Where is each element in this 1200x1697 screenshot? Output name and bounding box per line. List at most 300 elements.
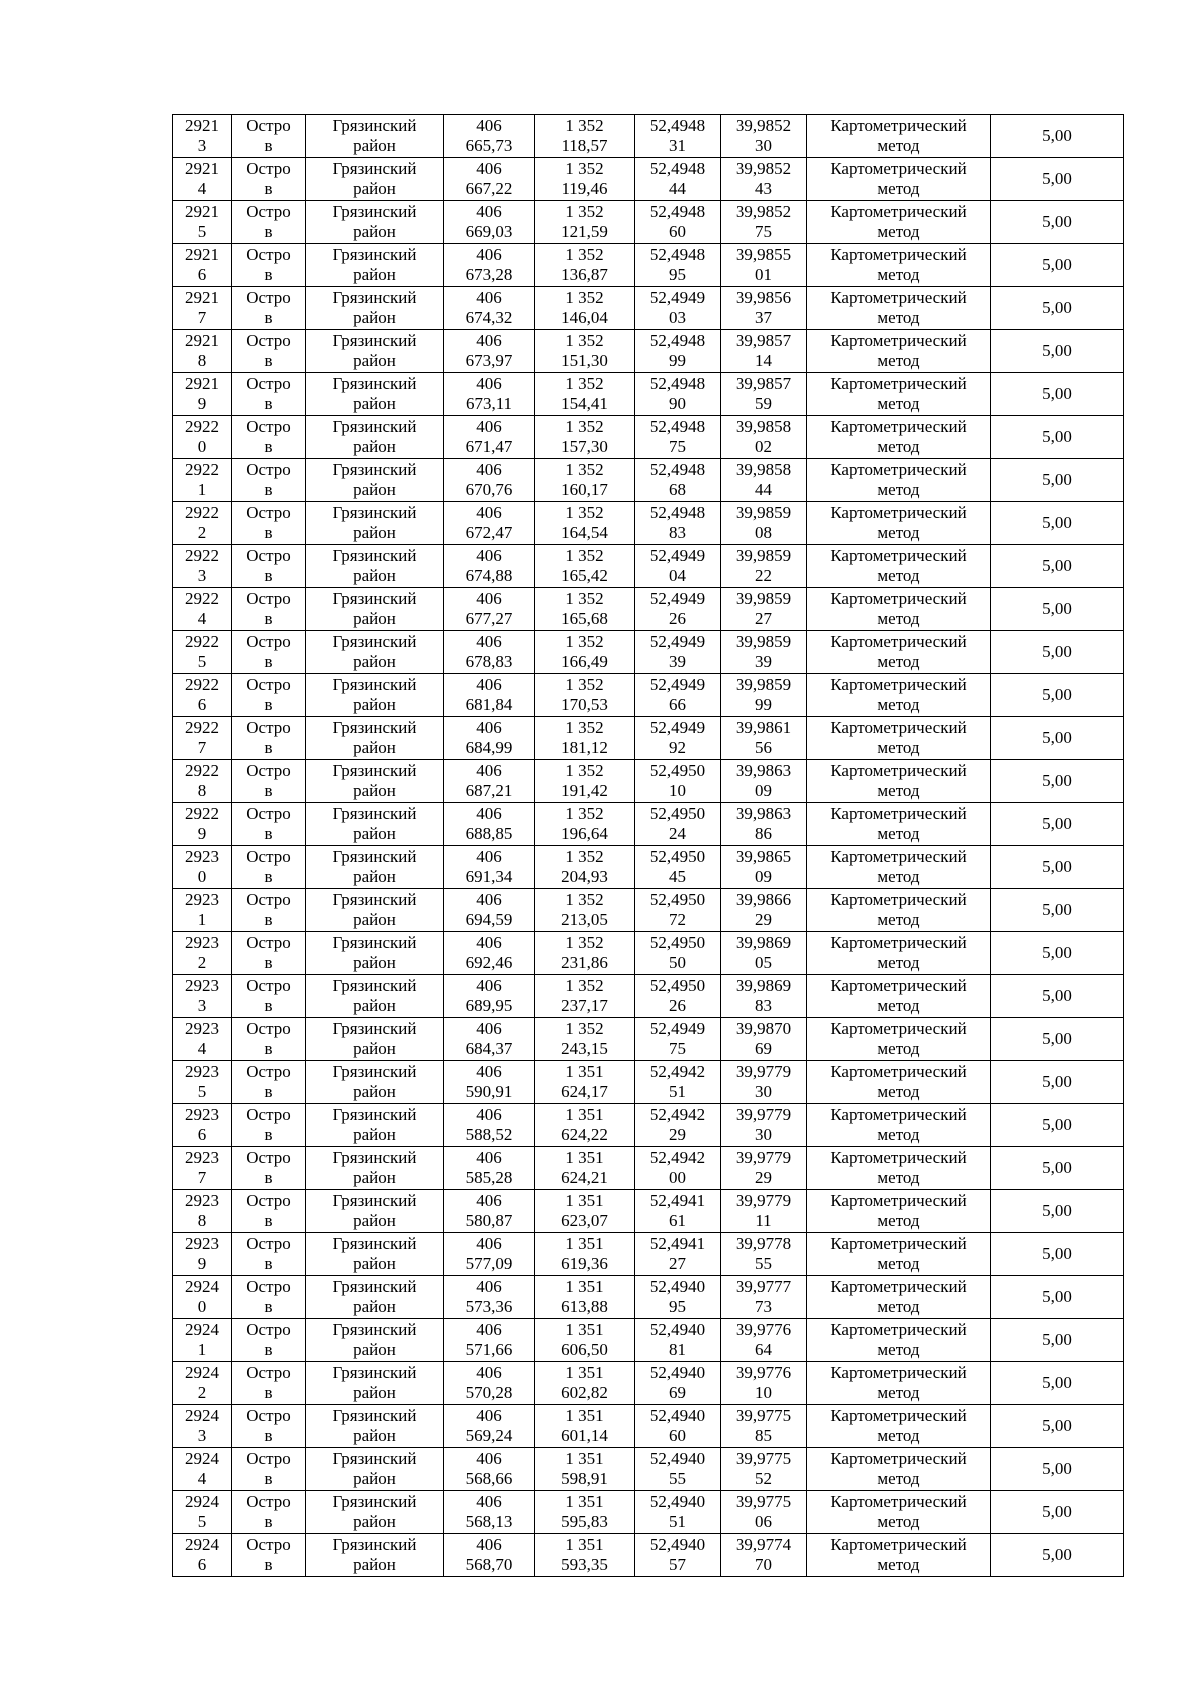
district-cell	[306, 373, 444, 416]
table-row	[173, 803, 1124, 846]
x-coordinate-cell	[444, 502, 535, 545]
cell-line: 671,47	[465, 437, 513, 456]
cell-line: 39,9779	[735, 1191, 792, 1210]
cell-value: 5,00	[1042, 728, 1072, 747]
cell-line: 39,9776	[735, 1320, 792, 1339]
cell-line: Остро	[246, 1535, 291, 1554]
cell-line: 26	[669, 996, 686, 1015]
cell-line: 406	[476, 1363, 502, 1382]
cell-line: 1 352	[565, 976, 604, 995]
latitude-cell	[635, 115, 721, 158]
cell-line: 2922	[185, 761, 219, 780]
cell-line: 2924	[185, 1449, 219, 1468]
district-cell	[306, 803, 444, 846]
cell-line: 52,4949	[649, 632, 706, 651]
cell-line: 157,30	[561, 437, 608, 456]
cell-value: 5,00	[1042, 255, 1072, 274]
latitude-cell	[635, 975, 721, 1018]
cell-line: 61	[669, 1211, 686, 1230]
cell-value: 5,00	[1042, 1115, 1072, 1134]
cell-line: 1 352	[565, 804, 604, 823]
longitude-cell	[721, 287, 807, 330]
y-coordinate-cell	[535, 244, 635, 287]
longitude-cell	[721, 631, 807, 674]
cell-line: Картометрический	[830, 159, 967, 178]
cell-line: 1 352	[565, 761, 604, 780]
district-cell	[306, 115, 444, 158]
cell-line: в	[264, 738, 273, 757]
cell-line: 85	[755, 1426, 772, 1445]
cell-value: 5,00	[1042, 169, 1072, 188]
cell-line: 39,9869	[735, 976, 792, 995]
cell-line: Картометрический	[830, 1406, 967, 1425]
longitude-cell	[721, 889, 807, 932]
cell-line: 406	[476, 1277, 502, 1296]
cell-line: 160,17	[561, 480, 608, 499]
cell-line: в	[264, 265, 273, 284]
point-number-cell	[173, 158, 232, 201]
cell-line: 60	[669, 1426, 686, 1445]
x-coordinate-cell	[444, 889, 535, 932]
cell-line: 585,28	[465, 1168, 513, 1187]
x-coordinate-cell	[444, 1362, 535, 1405]
cell-line: 52,4940	[649, 1449, 706, 1468]
cell-line: 39,9859	[735, 675, 792, 694]
x-coordinate-cell	[444, 1405, 535, 1448]
cell-line: 2923	[185, 1062, 219, 1081]
point-number-cell	[173, 1147, 232, 1190]
cell-line: Картометрический	[830, 1449, 967, 1468]
cell-line: Грязинский	[332, 1191, 417, 1210]
cell-line: Картометрический	[830, 589, 967, 608]
accuracy-cell	[991, 846, 1124, 889]
longitude-cell	[721, 1276, 807, 1319]
point-number-cell	[173, 287, 232, 330]
cell-line: в	[264, 1254, 273, 1273]
accuracy-cell	[991, 1448, 1124, 1491]
cell-line: 7	[197, 738, 207, 757]
district-cell	[306, 1319, 444, 1362]
cell-line: 573,36	[465, 1297, 513, 1316]
district-cell	[306, 330, 444, 373]
point-number-cell	[173, 1018, 232, 1061]
cell-line: Грязинский	[332, 675, 417, 694]
y-coordinate-cell	[535, 1147, 635, 1190]
cell-line: 39,9775	[735, 1406, 792, 1425]
x-coordinate-cell	[444, 1104, 535, 1147]
cell-line: Грязинский	[332, 1148, 417, 1167]
cell-line: метод	[877, 265, 920, 284]
accuracy-cell	[991, 459, 1124, 502]
method-cell	[807, 1534, 991, 1577]
latitude-cell	[635, 1362, 721, 1405]
cell-line: 52,4950	[649, 761, 706, 780]
method-cell	[807, 1448, 991, 1491]
cell-line: 406	[476, 718, 502, 737]
cell-line: метод	[877, 824, 920, 843]
cell-line: 1 352	[565, 202, 604, 221]
object-type-cell	[232, 1061, 306, 1104]
cell-line: 69	[755, 1039, 772, 1058]
cell-value: 5,00	[1042, 943, 1072, 962]
cell-value: 5,00	[1042, 1373, 1072, 1392]
y-coordinate-cell	[535, 717, 635, 760]
cell-line: 52,4949	[649, 589, 706, 608]
cell-line: 3	[197, 136, 207, 155]
latitude-cell	[635, 287, 721, 330]
object-type-cell	[232, 803, 306, 846]
cell-line: 39,9861	[735, 718, 792, 737]
cell-line: 86	[755, 824, 772, 843]
district-cell	[306, 1147, 444, 1190]
cell-line: район	[353, 1555, 396, 1574]
district-cell	[306, 1190, 444, 1233]
cell-line: 73	[755, 1297, 772, 1316]
latitude-cell	[635, 1233, 721, 1276]
method-cell	[807, 287, 991, 330]
cell-line: 406	[476, 933, 502, 952]
cell-line: 692,46	[465, 953, 513, 972]
cell-line: Остро	[246, 1449, 291, 1468]
cell-line: 14	[755, 351, 772, 370]
cell-line: 606,50	[561, 1340, 608, 1359]
y-coordinate-cell	[535, 631, 635, 674]
cell-line: 52,4948	[649, 202, 706, 221]
object-type-cell	[232, 158, 306, 201]
cell-line: 2923	[185, 1191, 219, 1210]
cell-line: Картометрический	[830, 331, 967, 350]
cell-line: 1 352	[565, 417, 604, 436]
latitude-cell	[635, 545, 721, 588]
point-number-cell	[173, 244, 232, 287]
cell-line: район	[353, 179, 396, 198]
cell-line: метод	[877, 867, 920, 886]
object-type-cell	[232, 588, 306, 631]
longitude-cell	[721, 932, 807, 975]
longitude-cell	[721, 330, 807, 373]
y-coordinate-cell	[535, 1362, 635, 1405]
cell-line: 1 352	[565, 503, 604, 522]
x-coordinate-cell	[444, 373, 535, 416]
y-coordinate-cell	[535, 889, 635, 932]
y-coordinate-cell	[535, 1276, 635, 1319]
latitude-cell	[635, 502, 721, 545]
latitude-cell	[635, 932, 721, 975]
cell-line: 52,4950	[649, 804, 706, 823]
cell-line: 165,42	[561, 566, 608, 585]
cell-line: 2922	[185, 460, 219, 479]
cell-line: в	[264, 1383, 273, 1402]
cell-line: район	[353, 1254, 396, 1273]
cell-line: Грязинский	[332, 1535, 417, 1554]
cell-line: Картометрический	[830, 1062, 967, 1081]
cell-line: 2923	[185, 1105, 219, 1124]
accuracy-cell	[991, 287, 1124, 330]
object-type-cell	[232, 717, 306, 760]
object-type-cell	[232, 416, 306, 459]
cell-line: Грязинский	[332, 1320, 417, 1339]
cell-line: 665,73	[465, 136, 513, 155]
cell-line: 2922	[185, 417, 219, 436]
cell-line: Остро	[246, 503, 291, 522]
cell-line: 52,4941	[649, 1191, 706, 1210]
cell-line: 0	[197, 867, 207, 886]
cell-line: район	[353, 566, 396, 585]
cell-line: 68	[669, 480, 686, 499]
cell-line: 1 351	[565, 1320, 604, 1339]
cell-line: 2921	[185, 202, 219, 221]
cell-line: 75	[669, 1039, 686, 1058]
cell-line: 571,66	[465, 1340, 513, 1359]
cell-line: 52,4940	[649, 1492, 706, 1511]
method-cell	[807, 1190, 991, 1233]
cell-line: 39,9779	[735, 1062, 792, 1081]
cell-value: 5,00	[1042, 1287, 1072, 1306]
longitude-cell	[721, 674, 807, 717]
latitude-cell	[635, 889, 721, 932]
x-coordinate-cell	[444, 330, 535, 373]
district-cell	[306, 459, 444, 502]
cell-line: район	[353, 910, 396, 929]
cell-line: 5	[197, 652, 207, 671]
district-cell	[306, 1362, 444, 1405]
cell-line: 406	[476, 1062, 502, 1081]
cell-line: 39,9855	[735, 245, 792, 264]
point-number-cell	[173, 932, 232, 975]
cell-line: 8	[197, 781, 207, 800]
latitude-cell	[635, 330, 721, 373]
district-cell	[306, 416, 444, 459]
cell-line: 151,30	[561, 351, 608, 370]
x-coordinate-cell	[444, 1233, 535, 1276]
cell-line: район	[353, 136, 396, 155]
cell-line: 1 351	[565, 1363, 604, 1382]
cell-line: Картометрический	[830, 116, 967, 135]
district-cell	[306, 631, 444, 674]
table-row	[173, 1405, 1124, 1448]
cell-line: 1 351	[565, 1277, 604, 1296]
cell-line: 1	[197, 1340, 207, 1359]
cell-line: Картометрический	[830, 1234, 967, 1253]
cell-line: 52,4948	[649, 417, 706, 436]
cell-line: 4	[197, 1039, 207, 1058]
cell-line: метод	[877, 1469, 920, 1488]
cell-value: 5,00	[1042, 1201, 1072, 1220]
cell-line: Остро	[246, 374, 291, 393]
cell-line: 0	[197, 437, 207, 456]
latitude-cell	[635, 1147, 721, 1190]
table-row	[173, 846, 1124, 889]
cell-line: район	[353, 308, 396, 327]
cell-line: метод	[877, 996, 920, 1015]
cell-line: в	[264, 308, 273, 327]
cell-line: 672,47	[465, 523, 513, 542]
point-number-cell	[173, 1405, 232, 1448]
cell-line: в	[264, 222, 273, 241]
table-row	[173, 1190, 1124, 1233]
cell-line: Картометрический	[830, 1019, 967, 1038]
accuracy-cell	[991, 1405, 1124, 1448]
cell-line: Картометрический	[830, 890, 967, 909]
cell-line: район	[353, 1082, 396, 1101]
latitude-cell	[635, 674, 721, 717]
district-cell	[306, 975, 444, 1018]
cell-line: Остро	[246, 675, 291, 694]
cell-value: 5,00	[1042, 685, 1072, 704]
cell-line: район	[353, 781, 396, 800]
table-row	[173, 932, 1124, 975]
object-type-cell	[232, 287, 306, 330]
longitude-cell	[721, 975, 807, 1018]
cell-line: 83	[755, 996, 772, 1015]
cell-line: 2924	[185, 1492, 219, 1511]
object-type-cell	[232, 545, 306, 588]
y-coordinate-cell	[535, 1319, 635, 1362]
cell-line: 2	[197, 1383, 207, 1402]
cell-line: 119,46	[561, 179, 608, 198]
coordinates-table	[172, 114, 1124, 1577]
cell-line: 39,9777	[735, 1277, 792, 1296]
cell-line: метод	[877, 1211, 920, 1230]
district-cell	[306, 1405, 444, 1448]
cell-line: 6	[197, 1555, 207, 1574]
district-cell	[306, 502, 444, 545]
cell-line: Картометрический	[830, 245, 967, 264]
cell-line: 170,53	[561, 695, 608, 714]
x-coordinate-cell	[444, 846, 535, 889]
method-cell	[807, 889, 991, 932]
point-number-cell	[173, 459, 232, 502]
cell-line: Картометрический	[830, 1535, 967, 1554]
cell-line: 51	[669, 1082, 686, 1101]
cell-line: 121,59	[561, 222, 608, 241]
method-cell	[807, 1405, 991, 1448]
table-row	[173, 330, 1124, 373]
longitude-cell	[721, 846, 807, 889]
method-cell	[807, 803, 991, 846]
cell-line: 406	[476, 847, 502, 866]
accuracy-cell	[991, 588, 1124, 631]
y-coordinate-cell	[535, 1104, 635, 1147]
cell-line: 29	[755, 1168, 772, 1187]
cell-line: 191,42	[561, 781, 608, 800]
cell-line: Картометрический	[830, 976, 967, 995]
cell-line: 04	[669, 566, 686, 585]
cell-line: 83	[669, 523, 686, 542]
cell-line: 624,17	[561, 1082, 608, 1101]
cell-line: Грязинский	[332, 417, 417, 436]
method-cell	[807, 1233, 991, 1276]
cell-line: Остро	[246, 1062, 291, 1081]
point-number-cell	[173, 1362, 232, 1405]
longitude-cell	[721, 502, 807, 545]
cell-line: в	[264, 351, 273, 370]
cell-line: 39,9869	[735, 933, 792, 952]
cell-line: Остро	[246, 331, 291, 350]
cell-line: метод	[877, 1340, 920, 1359]
cell-line: Остро	[246, 1234, 291, 1253]
cell-line: 569,24	[465, 1426, 513, 1445]
cell-line: 2922	[185, 675, 219, 694]
object-type-cell	[232, 1362, 306, 1405]
cell-line: 691,34	[465, 867, 513, 886]
cell-line: 2922	[185, 546, 219, 565]
cell-line: 406	[476, 374, 502, 393]
cell-line: 52,4950	[649, 847, 706, 866]
longitude-cell	[721, 1104, 807, 1147]
y-coordinate-cell	[535, 287, 635, 330]
method-cell	[807, 1276, 991, 1319]
cell-line: 2921	[185, 116, 219, 135]
cell-line: 5	[197, 1512, 207, 1531]
cell-line: 52,4950	[649, 933, 706, 952]
cell-line: Остро	[246, 1191, 291, 1210]
table-row	[173, 1018, 1124, 1061]
cell-line: 2923	[185, 976, 219, 995]
cell-line: в	[264, 867, 273, 886]
cell-line: Остро	[246, 1105, 291, 1124]
cell-line: 52,4948	[649, 159, 706, 178]
y-coordinate-cell	[535, 416, 635, 459]
cell-line: метод	[877, 953, 920, 972]
cell-line: 406	[476, 976, 502, 995]
latitude-cell	[635, 846, 721, 889]
cell-line: 2924	[185, 1535, 219, 1554]
point-number-cell	[173, 502, 232, 545]
cell-line: 60	[669, 222, 686, 241]
district-cell	[306, 1018, 444, 1061]
cell-line: 99	[755, 695, 772, 714]
cell-line: метод	[877, 222, 920, 241]
latitude-cell	[635, 416, 721, 459]
longitude-cell	[721, 717, 807, 760]
cell-line: метод	[877, 781, 920, 800]
cell-line: в	[264, 1082, 273, 1101]
cell-line: район	[353, 1383, 396, 1402]
object-type-cell	[232, 889, 306, 932]
y-coordinate-cell	[535, 1233, 635, 1276]
point-number-cell	[173, 1104, 232, 1147]
cell-line: 4	[197, 179, 207, 198]
cell-line: 406	[476, 761, 502, 780]
x-coordinate-cell	[444, 1190, 535, 1233]
cell-line: 667,22	[465, 179, 513, 198]
cell-line: Картометрический	[830, 1492, 967, 1511]
cell-line: 204,93	[561, 867, 608, 886]
cell-line: 577,09	[465, 1254, 513, 1273]
cell-line: Грязинский	[332, 159, 417, 178]
district-cell	[306, 158, 444, 201]
method-cell	[807, 975, 991, 1018]
method-cell	[807, 588, 991, 631]
cell-line: Остро	[246, 116, 291, 135]
point-number-cell	[173, 846, 232, 889]
cell-line: 02	[755, 437, 772, 456]
cell-line: метод	[877, 136, 920, 155]
cell-line: Остро	[246, 159, 291, 178]
x-coordinate-cell	[444, 545, 535, 588]
cell-line: 9	[197, 394, 207, 413]
district-cell	[306, 1061, 444, 1104]
cell-line: 70	[755, 1555, 772, 1574]
cell-line: 92	[669, 738, 686, 757]
cell-line: 1 351	[565, 1535, 604, 1554]
longitude-cell	[721, 115, 807, 158]
cell-line: 5	[197, 1082, 207, 1101]
cell-line: 181,12	[561, 738, 608, 757]
cell-line: 43	[755, 179, 772, 198]
cell-line: 24	[669, 824, 686, 843]
